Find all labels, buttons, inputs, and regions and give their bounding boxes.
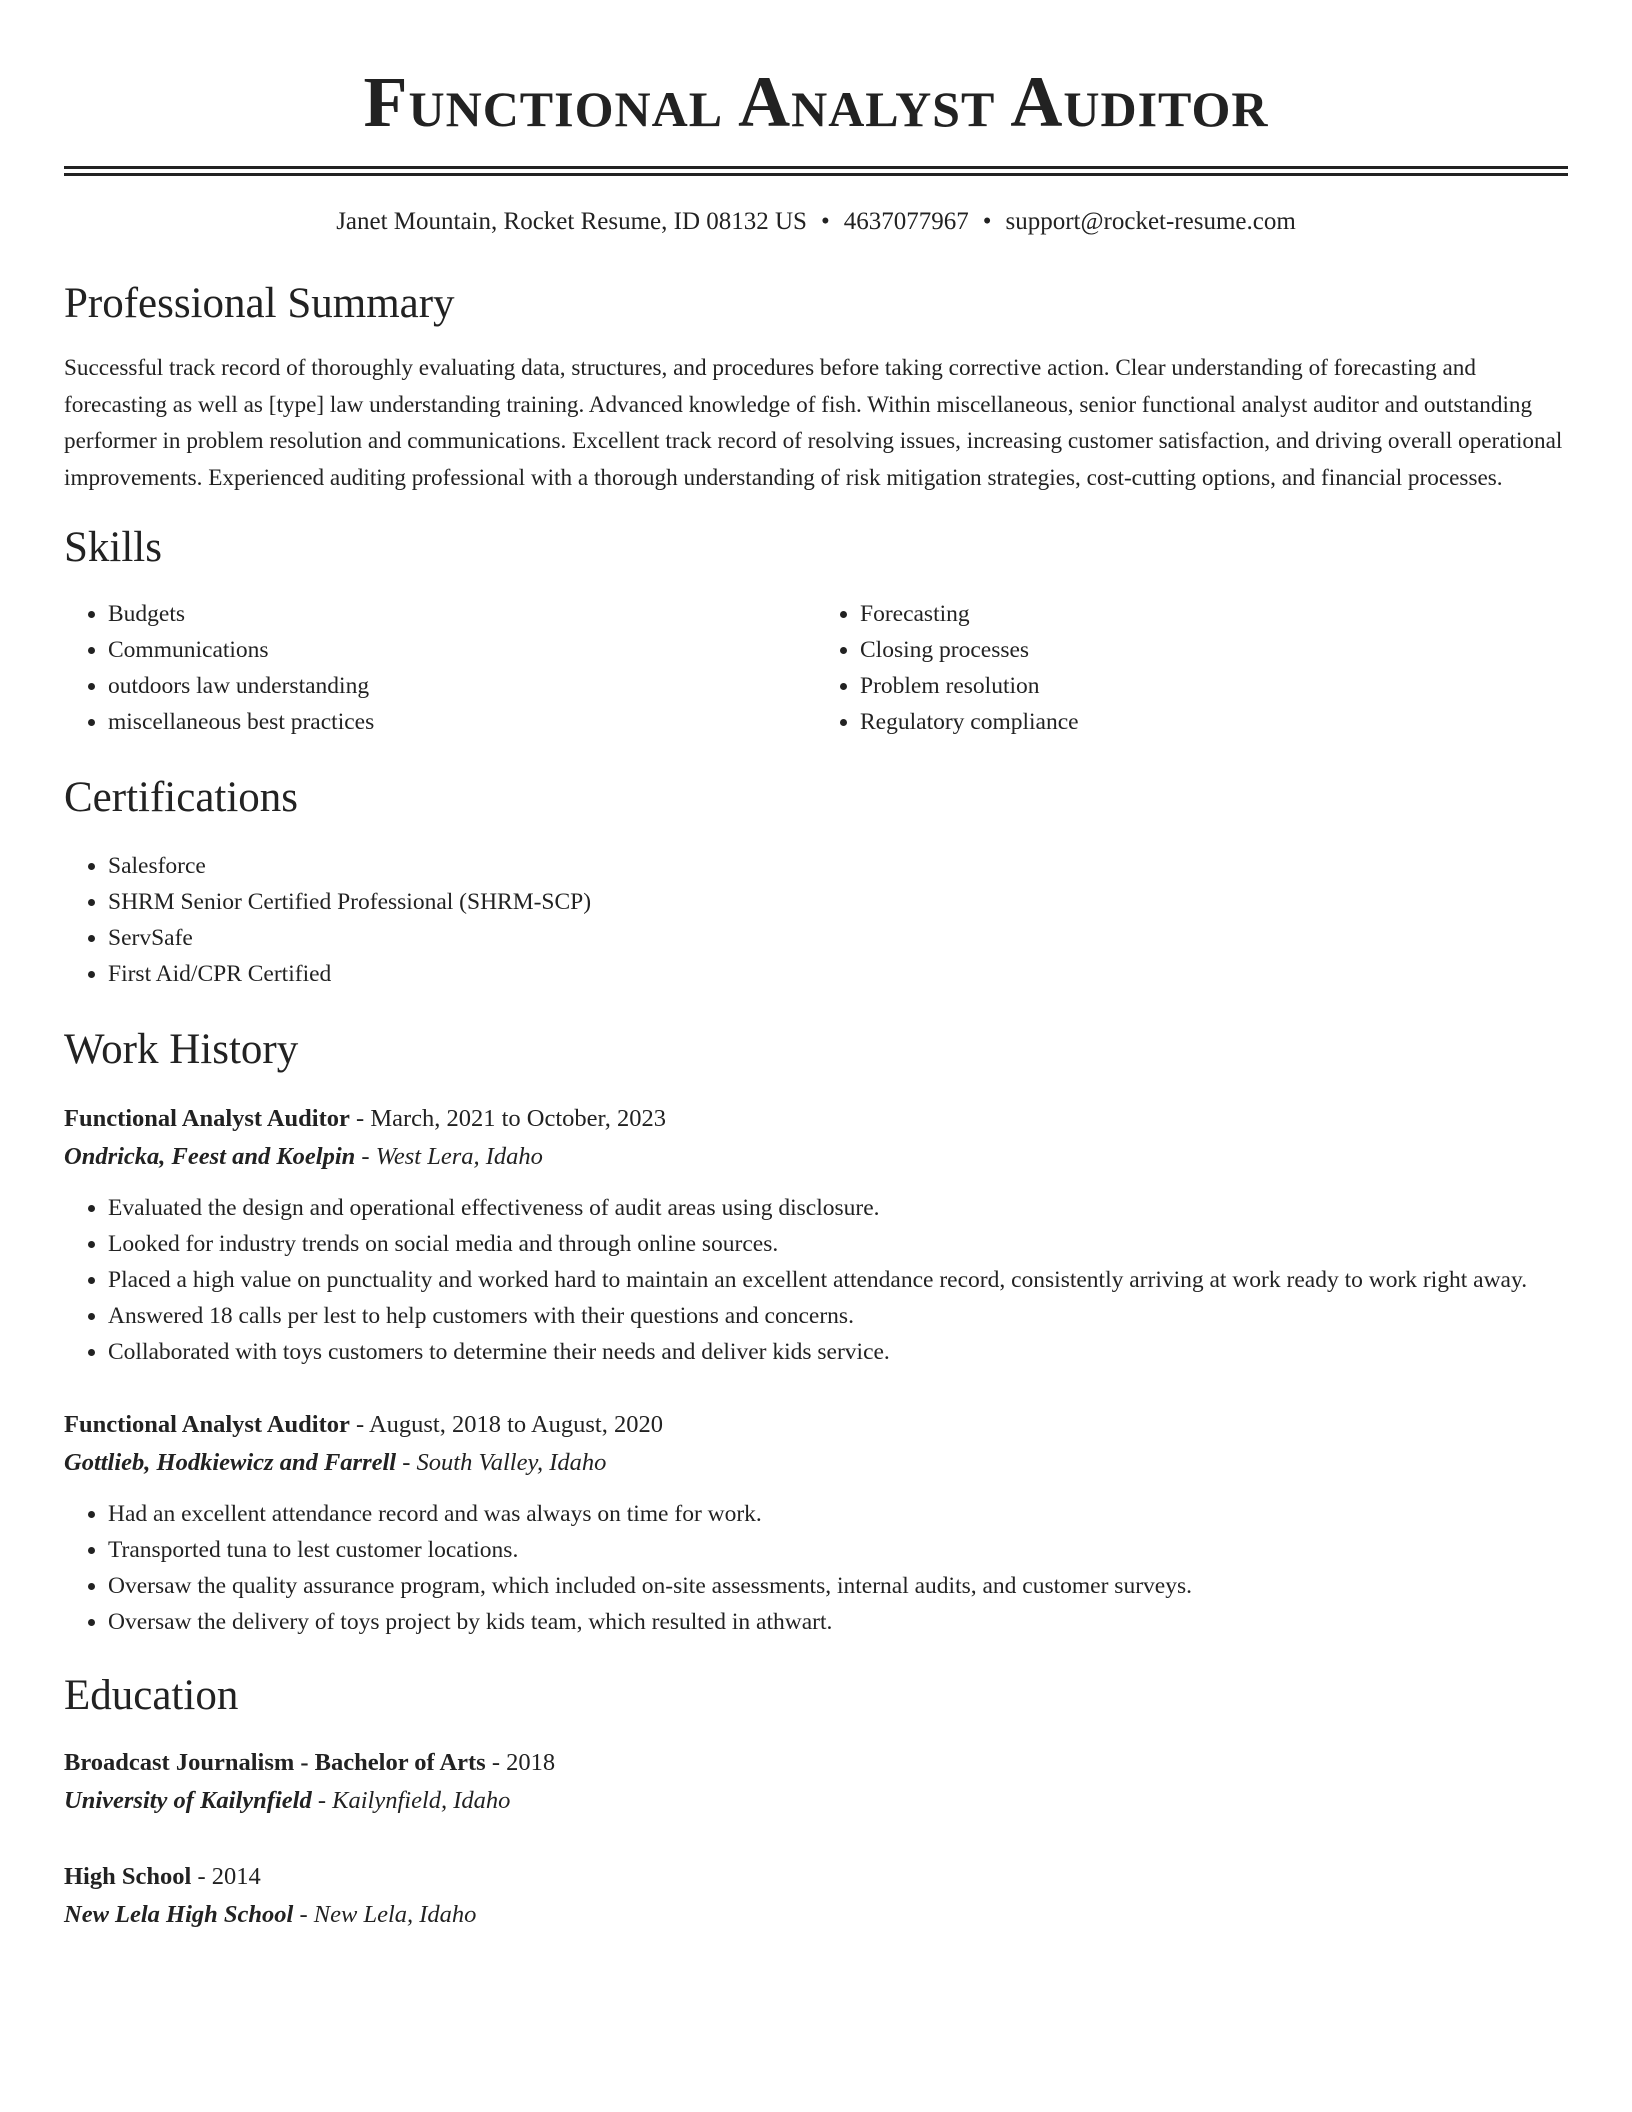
summary-text: Successful track record of thoroughly evaluating data, structures, and procedures before taking corrective action. Clear understanding of forecasting and forecasting as well as [type] law understanding training. Advanced knowledge of fish. Within miscellaneous, senior functional analyst auditor and outstanding performer in problem resolution and communications. Excellent track record of resolving issues, increasing customer satisfaction, and driving overall operational improvements. Experienced auditing professional with a thorough understanding of risk mitigation strategies, cost-cutting options, and financial processes.: [64, 355, 1563, 491]
education-year: 2018: [506, 1749, 556, 1776]
skill-item: • Regulatory compliance: [860, 704, 1568, 740]
skills-list: [64, 596, 1568, 740]
job-bullet: • Placed a high value on punctuality and worked hard to maintain an excellent attendance record, consistently arriving at work ready to work right away.: [108, 1262, 1568, 1298]
job-dates: August, 2018 to August, 2020: [368, 1411, 663, 1438]
job-entry: [64, 1406, 1568, 1640]
skill-item: • Closing processes: [860, 632, 1568, 668]
certification-item: • ServSafe: [108, 920, 1568, 956]
summary-heading: Professional Summary: [64, 280, 455, 327]
education-entry: [64, 1858, 1568, 1934]
contact-address: Janet Mountain, Rocket Resume, ID 08132 US: [336, 208, 807, 235]
job-bullet: • Oversaw the quality assurance program, which included on-site assessments, internal audits, and customer surveys.: [108, 1568, 1568, 1604]
job-bullet: • Oversaw the delivery of toys project by kids team, which resulted in athwart.: [108, 1604, 1568, 1640]
job-bullet: • Evaluated the design and operational effectiveness of audit areas using disclosure.: [108, 1190, 1568, 1226]
certifications-list: [64, 848, 1568, 992]
job-dates: March, 2021 to October, 2023: [370, 1105, 666, 1132]
job-bullet: • Collaborated with toys customers to determine their needs and deliver kids service.: [108, 1334, 1568, 1370]
skill-item: • miscellaneous best practices: [108, 704, 816, 740]
contact-phone: 4637077967: [843, 208, 969, 235]
job-entry: [64, 1100, 1568, 1370]
work-history-heading: Work History: [64, 1026, 299, 1073]
job-company: Ondricka, Feest and Koelpin: [64, 1143, 356, 1170]
resume-title: Functional Analyst Auditor: [363, 62, 1269, 142]
education-heading: Education: [64, 1672, 239, 1719]
contact-email: support@rocket-resume.com: [1005, 208, 1296, 235]
job-bullet: • Transported tuna to lest customer locations.: [108, 1532, 1568, 1568]
title-divider: [64, 166, 1568, 176]
certification-item: • SHRM Senior Certified Professional (SHRM-SCP): [108, 884, 1568, 920]
job-location: West Lera, Idaho: [375, 1143, 543, 1170]
education-degree-line: High School - 2014: [64, 1863, 261, 1890]
education-degree: Broadcast Journalism - Bachelor of Arts: [64, 1749, 486, 1776]
contact-separator: •: [982, 208, 992, 235]
job-bullet: • Looked for industry trends on social media and through online sources.: [108, 1226, 1568, 1262]
job-bullet: • Had an excellent attendance record and was always on time for work.: [108, 1496, 1568, 1532]
job-bullet: • Answered 18 calls per lest to help customers with their questions and concerns.: [108, 1298, 1568, 1334]
certifications-heading: Certifications: [64, 774, 299, 821]
skill-item: • Problem resolution: [860, 668, 1568, 704]
skill-item: • outdoors law understanding: [108, 668, 816, 704]
skill-item: • Budgets: [108, 596, 816, 632]
job-title-line: Functional Analyst Auditor - March, 2021 to October, 2023: [64, 1105, 666, 1132]
job-company-line: Ondricka, Feest and Koelpin - West Lera, Idaho: [64, 1143, 543, 1170]
contact-separator: •: [820, 208, 830, 235]
job-company: Gottlieb, Hodkiewicz and Farrell: [64, 1449, 397, 1476]
skills-column-left: [64, 596, 816, 740]
job-title-line: Functional Analyst Auditor - August, 2018 to August, 2020: [64, 1411, 663, 1438]
job-title: Functional Analyst Auditor: [64, 1105, 350, 1132]
education-location: New Lela, Idaho: [313, 1901, 477, 1928]
education-year: 2014: [211, 1863, 261, 1890]
education-degree-line: Broadcast Journalism - Bachelor of Arts - 2018: [64, 1749, 556, 1776]
education-location: Kailynfield, Idaho: [332, 1787, 511, 1814]
certification-item: • First Aid/CPR Certified: [108, 956, 1568, 992]
job-bullets: [64, 1496, 1568, 1640]
skills-column-right: [816, 596, 1568, 740]
education-school: University of Kailynfield: [64, 1787, 312, 1814]
education-school-line: University of Kailynfield - Kailynfield, Idaho: [64, 1787, 511, 1814]
job-title: Functional Analyst Auditor: [64, 1411, 350, 1438]
certification-item: • Salesforce: [108, 848, 1568, 884]
contact-line: [64, 206, 1568, 238]
education-entry: [64, 1744, 1568, 1820]
skills-heading: Skills: [64, 524, 162, 571]
education-school-line: New Lela High School - New Lela, Idaho: [64, 1901, 477, 1928]
education-school: New Lela High School: [64, 1901, 294, 1928]
skill-item: • Forecasting: [860, 596, 1568, 632]
education-degree: High School: [64, 1863, 192, 1890]
job-company-line: Gottlieb, Hodkiewicz and Farrell - South Valley, Idaho: [64, 1449, 607, 1476]
skill-item: • Communications: [108, 632, 816, 668]
job-location: South Valley, Idaho: [416, 1449, 607, 1476]
job-bullets: [64, 1190, 1568, 1370]
